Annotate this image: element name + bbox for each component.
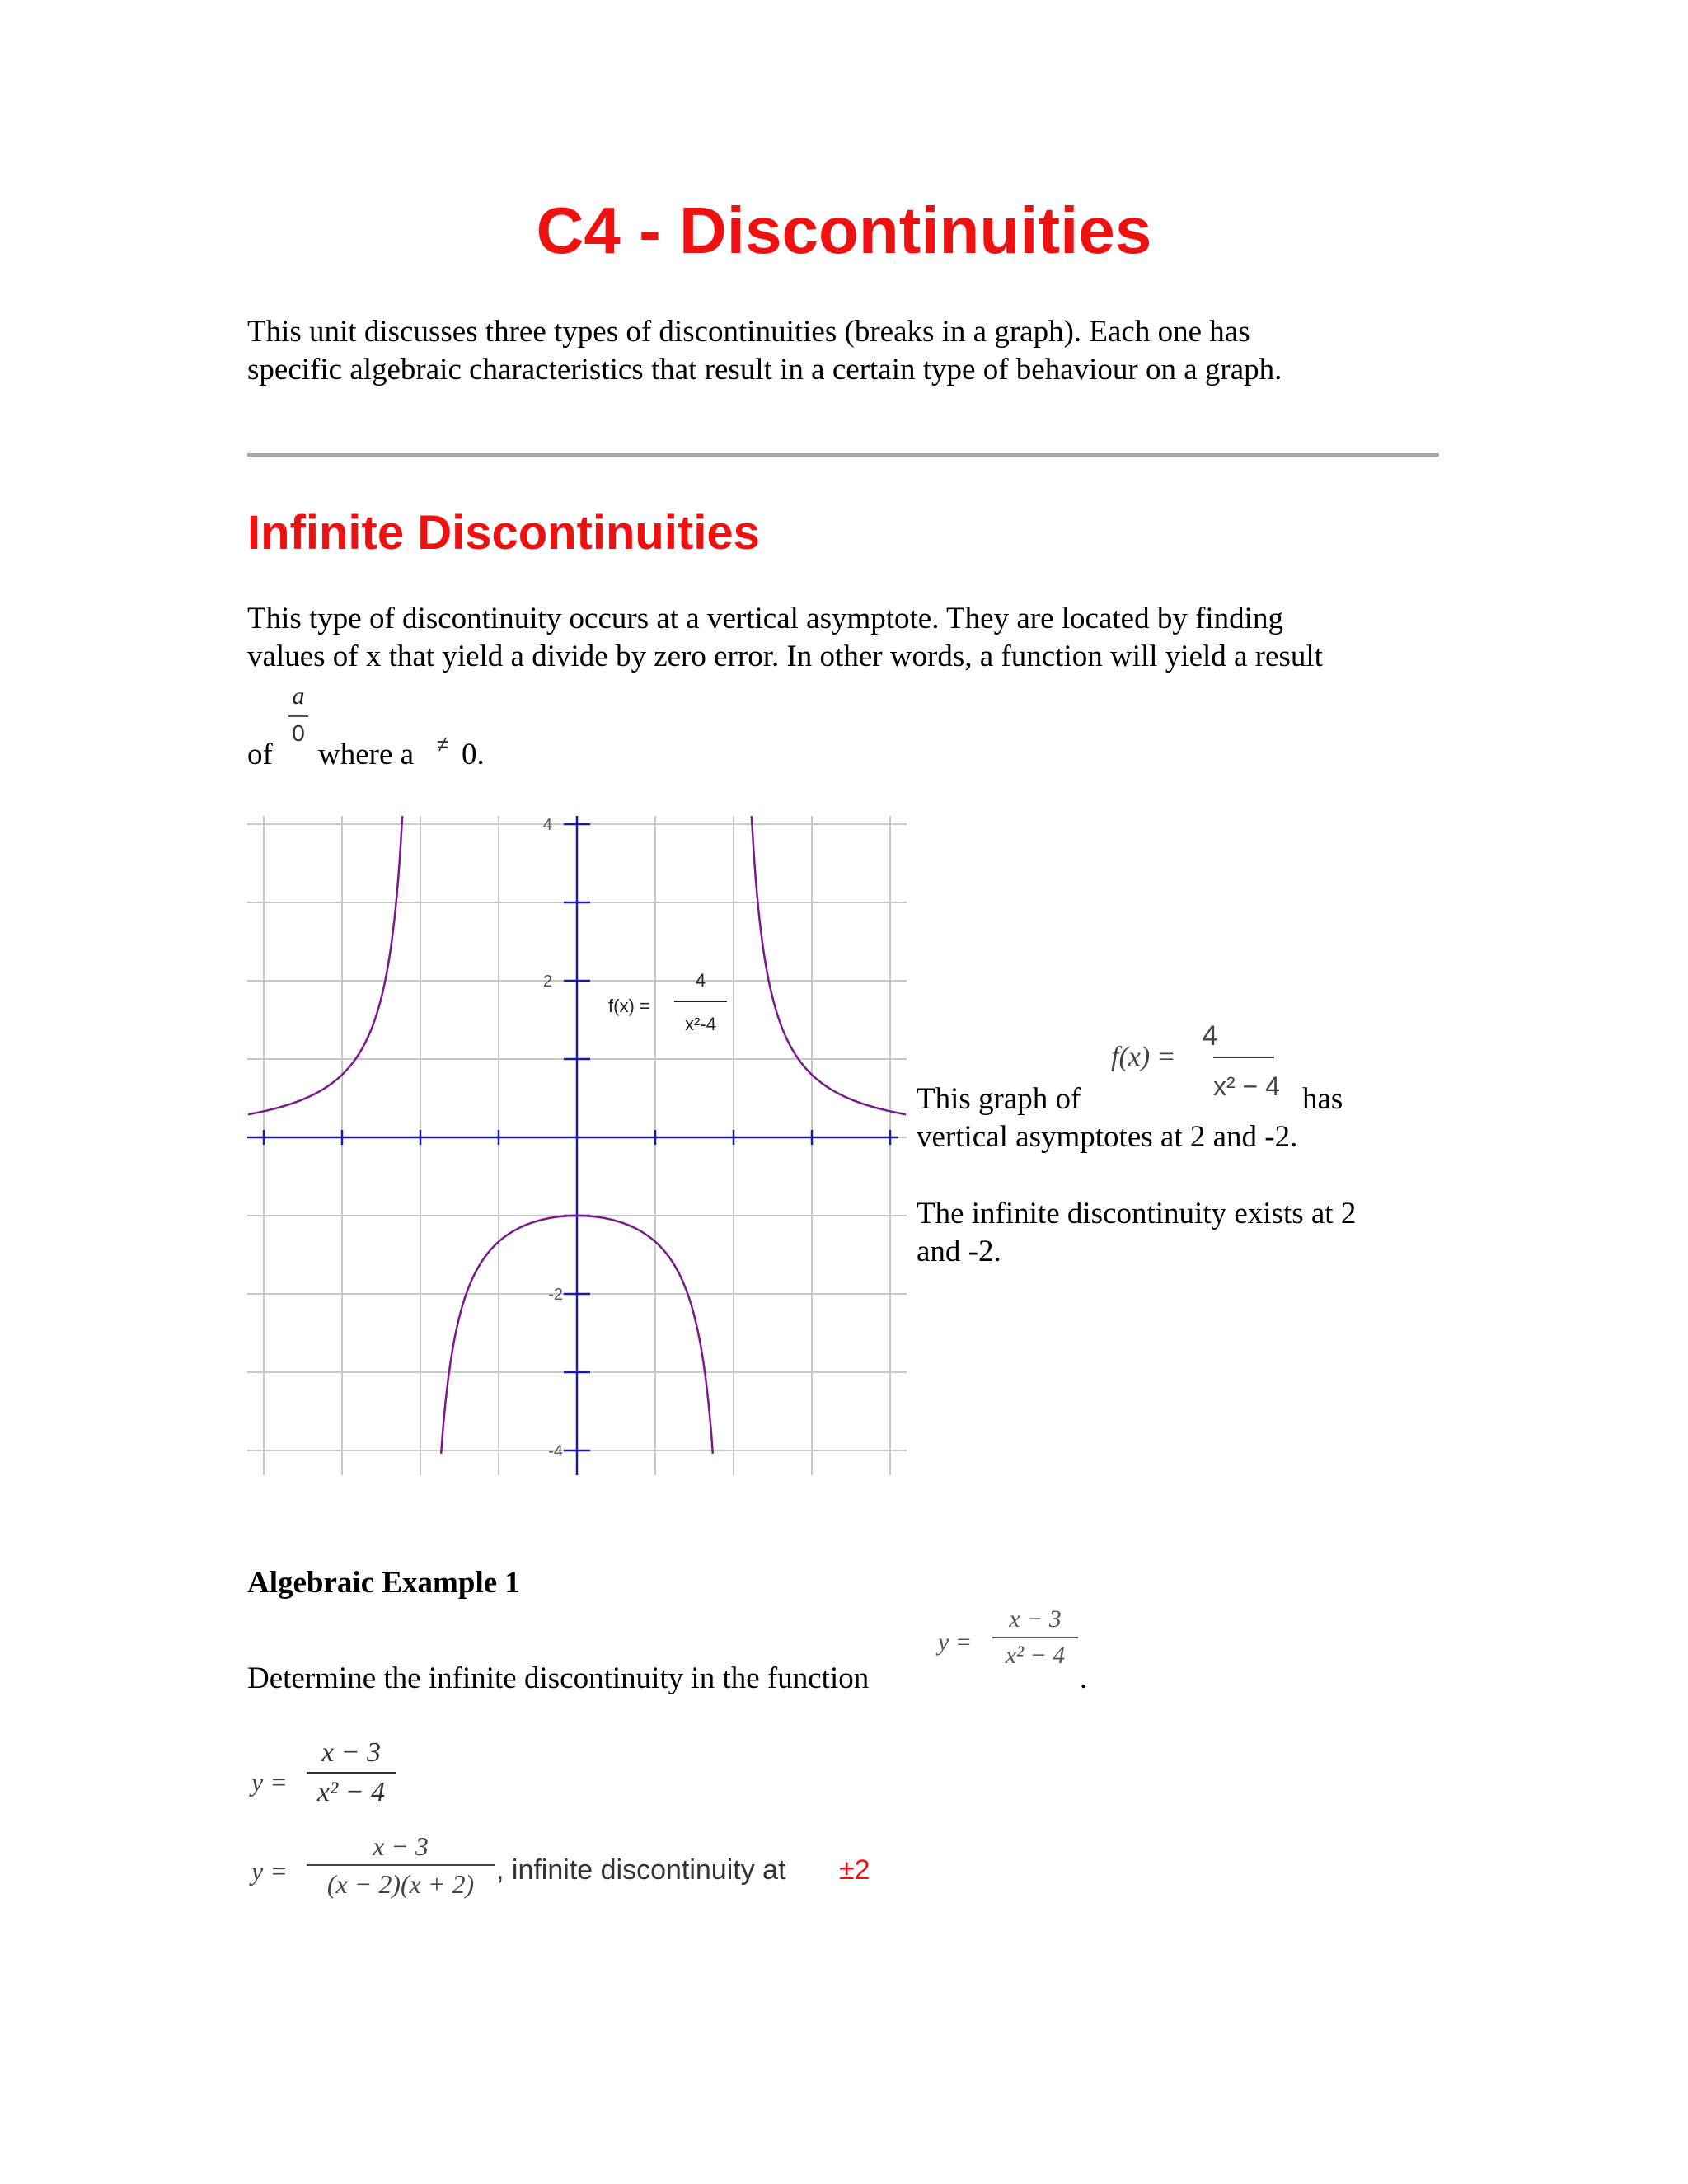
- section-line-2: values of x that yield a divide by zero error. In other words, a function will yield a result: [247, 640, 1323, 673]
- example-func-numerator: x − 3: [1009, 1605, 1062, 1633]
- curve-left-branch: [248, 816, 403, 1114]
- example-period: .: [1080, 1661, 1088, 1695]
- side-line-2: vertical asymptotes at 2 and -2.: [917, 1120, 1298, 1154]
- fraction-numerator: a: [292, 682, 305, 710]
- section-heading: Infinite Discontinuities: [247, 506, 760, 560]
- side-formula-numerator: 4: [1202, 1020, 1218, 1052]
- zero-text: 0.: [462, 738, 485, 771]
- a-over-zero-fraction: [284, 682, 313, 747]
- step2-y: y =: [251, 1856, 288, 1886]
- step2-fraction: [307, 1831, 495, 1899]
- step1-denominator: x² − 4: [316, 1777, 386, 1807]
- side-this-graph-of: This graph of: [917, 1082, 1081, 1116]
- step2-text: , infinite discontinuity at: [496, 1854, 786, 1886]
- step1-y: y =: [251, 1767, 288, 1797]
- section-paragraph: [247, 600, 1323, 676]
- example-func-denominator: x² − 4: [1005, 1642, 1066, 1669]
- of-text: of: [247, 738, 273, 771]
- step2-answer: ±2: [839, 1854, 870, 1886]
- side-has: has: [1302, 1082, 1343, 1116]
- side-formula-denominator: x² − 4: [1213, 1071, 1280, 1101]
- intro-paragraph: [247, 313, 1282, 389]
- page-title: C4 - Discontinuities: [536, 194, 1152, 267]
- horizontal-divider: [247, 453, 1439, 457]
- y-tick-label-neg2: -2: [548, 1286, 563, 1304]
- rational-function-graph: [247, 816, 907, 1475]
- step2-numerator: x − 3: [373, 1831, 429, 1861]
- side-formula-fx: f(x) =: [1111, 1042, 1176, 1072]
- step1-numerator: x − 3: [321, 1737, 382, 1768]
- intro-line-2: specific algebraic characteristics that result in a certain type of behaviour on a graph.: [247, 353, 1282, 387]
- fraction-bar: [288, 715, 308, 717]
- curve-right-branch: [751, 816, 906, 1114]
- intro-line-1: This unit discusses three types of discontinuities (breaks in a graph). Each one has: [247, 315, 1250, 349]
- y-tick-label-neg4: -4: [548, 1442, 563, 1460]
- y-tick-label-4: 4: [542, 816, 552, 834]
- side-formula-bar: [1213, 1057, 1274, 1058]
- step1-bar: [307, 1772, 396, 1774]
- step1-fraction: [307, 1737, 396, 1808]
- example-func-y: y =: [938, 1629, 973, 1656]
- y-tick-label-2: 2: [542, 972, 552, 991]
- not-equal-sign: ≠: [437, 732, 449, 757]
- graph-fraction-numerator: 4: [695, 970, 706, 991]
- example-heading: Algebraic Example 1: [247, 1566, 520, 1600]
- graph-fx-label: f(x) =: [608, 996, 650, 1016]
- example-func-bar: [992, 1637, 1078, 1638]
- section-line-1: This type of discontinuity occurs at a vertical asymptote. They are located by finding: [247, 602, 1283, 635]
- graph-axes: [247, 816, 898, 1475]
- example-prompt: Determine the infinite discontinuity in the function: [247, 1661, 870, 1695]
- where-a-text: where a: [318, 738, 415, 771]
- side-line-4: and -2.: [917, 1235, 1001, 1268]
- step2-denominator: (x − 2)(x + 2): [326, 1869, 475, 1899]
- side-line-3: The infinite discontinuity exists at 2: [917, 1197, 1357, 1230]
- example-func-fraction: [992, 1605, 1078, 1670]
- fraction-denominator: 0: [292, 720, 305, 746]
- step2-bar: [307, 1864, 495, 1866]
- graph-fraction-denominator: x²-4: [685, 1014, 716, 1034]
